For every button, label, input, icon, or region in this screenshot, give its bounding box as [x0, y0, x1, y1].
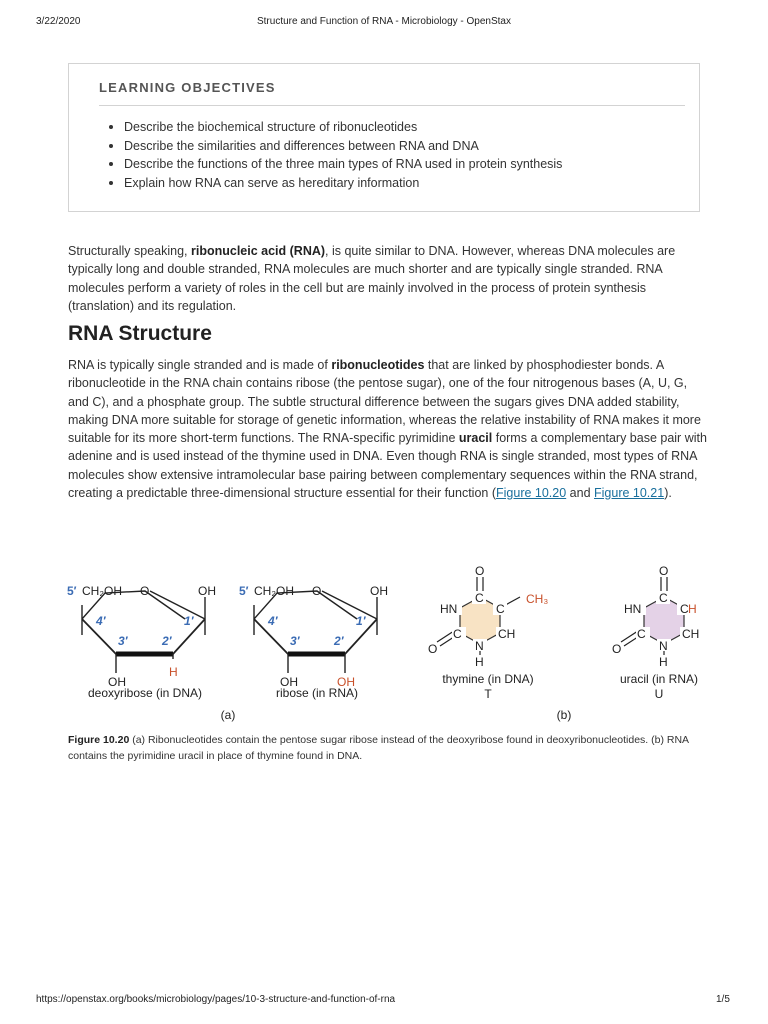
page-number: 1/5 [716, 994, 730, 1005]
ring-oxygen-label: O [140, 584, 150, 598]
carbon-label: C [680, 602, 689, 616]
c4-label: 4′ [96, 614, 106, 628]
oxygen-label: O [428, 642, 438, 656]
hn-label: HN [624, 602, 642, 616]
body-text: that are linked by phosphodiester bonds. A ribonucleotide in the RNA chain contains ribose (the pentose sugar), one of the four nitrogenous bases (A, U, G, and C), and a phosphate group. The subtle structural difference between the sugars gives DNA added stability, making DNA more suitable for storage of genetic information, whereas the relative instability of RNA makes it more suitable for its more short-term functions. The RNA-specific pyrimidine [68, 358, 701, 446]
nitrogen-label: N [659, 639, 668, 653]
body-text: ). [664, 486, 672, 501]
hn-label: HN [440, 602, 458, 616]
five-prime-label: 5′ [239, 584, 249, 598]
caption-text: (a) Ribonucleotides contain the pentose sugar ribose instead of the deoxyribose found in deoxyribonucleotides. (b) RNA contains the pyrimidine uracil in place of thymine found in DNA. [68, 734, 689, 762]
panel-b-label: (b) [556, 708, 572, 722]
objective-item: Explain how RNA can serve as hereditary information [107, 174, 562, 193]
section-heading: RNA Structure [68, 322, 212, 345]
panel-a-label: (a) [220, 708, 236, 722]
oh-label: OH [370, 584, 388, 598]
ribose-structure [239, 584, 388, 700]
ch-label: CH [682, 627, 700, 641]
print-date: 3/22/2020 [36, 16, 81, 27]
h-highlight-label: H [688, 602, 697, 616]
objectives-list [107, 118, 562, 192]
c3-label: 3′ [118, 634, 128, 648]
figure-10-21-link[interactable]: Figure 10.21 [594, 486, 665, 501]
c1-label: 1′ [184, 614, 194, 628]
learning-objectives-title: LEARNING OBJECTIVES [99, 80, 276, 95]
oh-label: OH [198, 584, 216, 598]
hydrogen-label: H [475, 655, 484, 669]
thymine-caption: thymine (in DNA) [442, 672, 534, 686]
figure-10-20 [60, 555, 740, 730]
h-label: H [169, 665, 178, 679]
term-uracil: uracil [458, 431, 493, 446]
uracil-letter: U [654, 687, 664, 701]
highlighted-oh-label: OH [337, 675, 355, 689]
carbon-label: C [659, 591, 668, 605]
c2-label: 2′ [334, 634, 344, 648]
uracil-structure [612, 564, 702, 701]
objective-item: Describe the similarities and differences between RNA and DNA [107, 137, 562, 156]
thymine-structure [428, 564, 548, 701]
five-prime-label: 5′ [67, 584, 77, 598]
figure-10-20-link[interactable]: Figure 10.20 [496, 486, 567, 501]
c2-label: 2′ [162, 634, 172, 648]
carbon-label: C [453, 627, 462, 641]
divider [99, 105, 685, 106]
c3-label: 3′ [290, 634, 300, 648]
ch2oh-label: CH₂OH [254, 584, 294, 598]
oxygen-label: O [612, 642, 622, 656]
ch-label: CH [498, 627, 516, 641]
thymine-letter: T [484, 687, 492, 701]
deoxyribose-caption: deoxyribose (in DNA) [87, 686, 203, 700]
term-ribonucleotides: ribonucleotides [331, 358, 425, 372]
intro-text: Structurally speaking, [68, 244, 191, 258]
sugar-ring-oxygen-bond [322, 591, 377, 619]
ribose-caption: ribose (in RNA) [275, 686, 359, 700]
term-rna: ribonucleic acid (RNA) [190, 244, 326, 258]
nitrogen-label: N [475, 639, 484, 653]
ch2oh-label: CH₂OH [82, 584, 122, 598]
carbon-label: C [496, 602, 505, 616]
sugar-ring-oxygen-bond [150, 591, 205, 619]
print-title: Structure and Function of RNA - Microbiology - OpenStax [256, 16, 511, 27]
body-text: RNA is typically single stranded and is made of [68, 358, 332, 372]
ch3-label: CH₃ [526, 592, 549, 606]
c4-label: 4′ [268, 614, 278, 628]
body-text: forms a complementary base pair with adenine and is used instead of the thymine used in DNA. Even though RNA is single stranded, most types of RNA molecules show extensive intramolecular base pairing between complementary sequences within the RNA strand, creating a predictable three-dimensional structure essential for their function ( [68, 431, 707, 501]
oh-label: OH [280, 675, 298, 689]
ring-oxygen-label: O [312, 584, 322, 598]
intro-paragraph [68, 242, 708, 315]
intro-text: , is quite similar to DNA. However, whereas DNA molecules are typically long and double stranded, RNA molecules are much shorter and are typically single stranded. RNA molecules perform a variety of roles in the cell but are mainly involved in the process of protein synthesis (translation) and its regulation. [68, 244, 676, 313]
uracil-caption: uracil (in RNA) [619, 672, 699, 686]
objective-item: Describe the biochemical structure of ribonucleotides [107, 118, 562, 137]
rna-structure-paragraph [68, 356, 708, 502]
page-url: https://openstax.org/books/microbiology/pages/10-3-structure-and-function-of-rna [36, 994, 396, 1005]
body-text: and [566, 486, 594, 501]
hydrogen-label: H [659, 655, 668, 669]
figure-caption [68, 733, 708, 764]
deoxyribose-structure [67, 584, 216, 700]
carbon-label: C [475, 591, 484, 605]
figure-label: Figure 10.20 [68, 734, 130, 746]
learning-objectives-box [68, 63, 700, 212]
oxygen-label: O [659, 564, 669, 578]
oh-label: OH [108, 675, 126, 689]
c1-label: 1′ [356, 614, 366, 628]
carbon-label: C [637, 627, 646, 641]
oxygen-label: O [475, 564, 485, 578]
objective-item: Describe the functions of the three main types of RNA used in protein synthesis [107, 155, 562, 174]
